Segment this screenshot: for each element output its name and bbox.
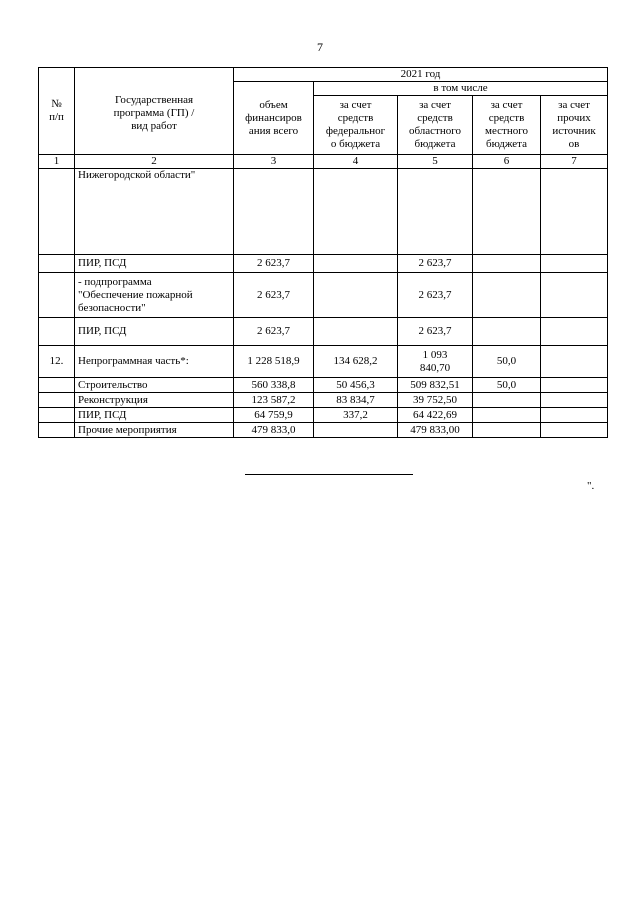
cell-other: [541, 169, 608, 255]
cell-federal: [314, 255, 398, 273]
cell-no: [39, 423, 75, 438]
cell-federal: 83 834,7: [314, 393, 398, 408]
cell-regional: [398, 169, 473, 255]
cell-no: [39, 318, 75, 346]
table-row: [39, 346, 608, 378]
cell-other: [541, 273, 608, 318]
cell-no: [39, 393, 75, 408]
footnote-separator-line: [245, 474, 413, 475]
table-row: [39, 273, 608, 318]
cell-total: 123 587,2: [234, 393, 314, 408]
cell-other: [541, 393, 608, 408]
cell-name: Прочие мероприятия: [75, 423, 234, 438]
cell-regional: 64 422,69: [398, 408, 473, 423]
cell-federal: [314, 318, 398, 346]
header-program: Государственная программа (ГП) / вид работ: [75, 68, 234, 155]
closing-quote-mark: ".: [587, 480, 595, 492]
cell-other: [541, 255, 608, 273]
cell-other: [541, 318, 608, 346]
cell-local: 50,0: [473, 378, 541, 393]
table-row: [39, 423, 608, 438]
cell-name: ПИР, ПСД: [75, 318, 234, 346]
table-row: [39, 393, 608, 408]
cell-total: 560 338,8: [234, 378, 314, 393]
cell-other: [541, 423, 608, 438]
cell-local: [473, 318, 541, 346]
cell-name: Нижегородской области": [75, 169, 234, 255]
cell-regional: 1 093 840,70: [398, 346, 473, 378]
cell-local: [473, 393, 541, 408]
financing-table: [38, 67, 608, 438]
header-federal: за счет средств федеральног о бюджета: [314, 96, 398, 155]
cell-total: 479 833,0: [234, 423, 314, 438]
column-number: 1: [39, 155, 75, 169]
cell-local: 50,0: [473, 346, 541, 378]
cell-federal: [314, 169, 398, 255]
table-row: [39, 255, 608, 273]
header-regional: за счет средств областного бюджета: [398, 96, 473, 155]
cell-total: [234, 169, 314, 255]
cell-no: [39, 255, 75, 273]
cell-no: [39, 273, 75, 318]
column-number: 7: [541, 155, 608, 169]
cell-no: 12.: [39, 346, 75, 378]
cell-total: 1 228 518,9: [234, 346, 314, 378]
cell-name: ПИР, ПСД: [75, 255, 234, 273]
cell-local: [473, 408, 541, 423]
cell-federal: 337,2: [314, 408, 398, 423]
cell-federal: [314, 273, 398, 318]
cell-no: [39, 408, 75, 423]
column-number: 3: [234, 155, 314, 169]
cell-name: Реконструкция: [75, 393, 234, 408]
table-row: [39, 378, 608, 393]
cell-regional: 2 623,7: [398, 255, 473, 273]
page-number: 7: [317, 40, 323, 54]
column-number: 4: [314, 155, 398, 169]
cell-federal: 134 628,2: [314, 346, 398, 378]
cell-regional: 39 752,50: [398, 393, 473, 408]
cell-total: 2 623,7: [234, 318, 314, 346]
cell-federal: 50 456,3: [314, 378, 398, 393]
cell-regional: 509 832,51: [398, 378, 473, 393]
cell-other: [541, 346, 608, 378]
table-row: [39, 408, 608, 423]
cell-local: [473, 273, 541, 318]
cell-local: [473, 423, 541, 438]
cell-total: 64 759,9: [234, 408, 314, 423]
column-number-row: [39, 155, 608, 169]
cell-regional: 479 833,00: [398, 423, 473, 438]
cell-other: [541, 378, 608, 393]
cell-federal: [314, 423, 398, 438]
cell-name: - подпрограмма "Обеспечение пожарной безопасности": [75, 273, 234, 318]
column-number: 2: [75, 155, 234, 169]
cell-name: Строительство: [75, 378, 234, 393]
header-including: в том числе: [314, 82, 608, 96]
cell-local: [473, 255, 541, 273]
column-number: 6: [473, 155, 541, 169]
cell-no: [39, 378, 75, 393]
cell-no: [39, 169, 75, 255]
header-no: № п/п: [39, 68, 75, 155]
header-other: за счет прочих источник ов: [541, 96, 608, 155]
header-year: 2021 год: [234, 68, 608, 82]
cell-regional: 2 623,7: [398, 318, 473, 346]
cell-regional: 2 623,7: [398, 273, 473, 318]
cell-name: ПИР, ПСД: [75, 408, 234, 423]
table-row: [39, 169, 608, 255]
header-total: объем финансиров ания всего: [234, 82, 314, 155]
cell-total: 2 623,7: [234, 255, 314, 273]
header-local: за счет средств местного бюджета: [473, 96, 541, 155]
cell-name: Непрограммная часть*:: [75, 346, 234, 378]
cell-local: [473, 169, 541, 255]
cell-other: [541, 408, 608, 423]
table-row: [39, 318, 608, 346]
column-number: 5: [398, 155, 473, 169]
cell-total: 2 623,7: [234, 273, 314, 318]
